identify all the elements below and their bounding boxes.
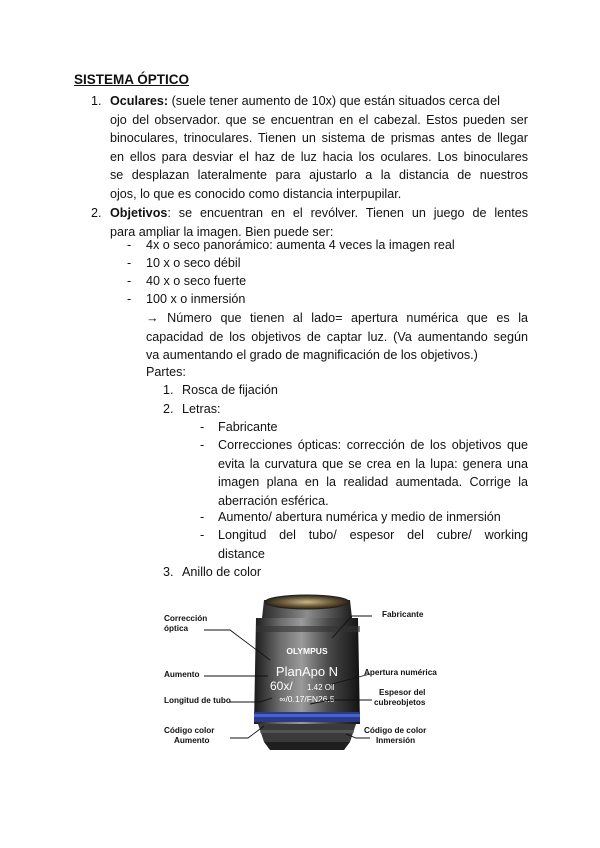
objective-figure [160, 592, 437, 764]
letter-line: distance [218, 546, 265, 561]
callout-aumento: Aumento [164, 670, 200, 679]
bullet-dash: - [200, 510, 205, 524]
bullet-dash: - [127, 238, 132, 252]
item-number: 2. [91, 206, 102, 220]
paragraph-line: en ellos para desviar el haz de luz hacia los oculares. Los binoculares [110, 149, 528, 164]
callout-codigo-color-inmersion: Código de color Inmersión [364, 726, 427, 745]
bullet-dash: - [127, 292, 132, 306]
letter-line: aberración esférica. [218, 493, 329, 508]
part-item: Letras: [182, 402, 221, 416]
callout-fabricante: Fabricante [382, 610, 424, 619]
letter-item [218, 436, 528, 510]
objetivos-term: Objetivos [110, 206, 168, 220]
letter-line: imagen plana en la realidad aumentada. Corrige la [218, 475, 528, 490]
section-heading: SISTEMA ÓPTICO [74, 72, 190, 87]
paragraph-line: (suele tener aumento de 10x) que están situados cerca del [168, 94, 500, 108]
paragraph-line: ojos, lo que es conocido como distancia interpupilar. [110, 186, 402, 201]
bullet-dash: - [127, 274, 132, 288]
paragraph-line: ojo del observador. que se encuentran en el cabezal. Estos pueden ser [110, 112, 528, 127]
part-number: 3. [163, 565, 174, 579]
magnification-engraving: 60x/ [270, 679, 293, 693]
note-line: va aumentando el grado de magnificación de los objetivos.) [146, 348, 478, 363]
objective-type-item: 10 x o seco débil [146, 256, 241, 270]
paragraph-line: : se encuentran en el revólver. Tienen un juego de lentes [167, 206, 528, 220]
item-number: 1. [91, 94, 102, 108]
objective-type-item: 40 x o seco fuerte [146, 274, 247, 288]
oculares-paragraph [110, 92, 528, 204]
spec-engraving: ∞/0.17/FN26.5 [279, 694, 335, 704]
callout-codigo-color-aumento: Código color Aumento [164, 726, 215, 745]
objective-type-item: 100 x o inmersión [146, 292, 246, 306]
paragraph-line: se desplazan lateralmente para ajustarlo a la distancia de nuestros [110, 168, 528, 183]
objective-type-item: 4x o seco panorámico: aumenta 4 veces la imagen real [146, 238, 455, 252]
letter-line: Longitud del tubo/ espesor del cubre/ working [218, 528, 528, 542]
callout-longitud-tubo: Longitud de tubo [164, 696, 231, 705]
letter-line: evita la curvatura que se crea en la lupa: genera una [218, 456, 528, 471]
model-engraving: PlanApo N [275, 664, 339, 679]
bullet-dash: - [200, 528, 205, 542]
note-line: → Número que tienen al lado= apertura numérica que es la [146, 311, 528, 325]
letter-item: Fabricante [218, 420, 278, 434]
parts-label: Partes: [146, 365, 186, 379]
bullet-dash: - [127, 256, 132, 270]
numeric-aperture-note [146, 309, 528, 365]
aperture-engraving: 1.42 Oil [307, 683, 335, 692]
callout-correccion-optica: Corrección óptica [164, 614, 208, 633]
bullet-dash: - [200, 420, 205, 434]
letter-line: Correcciones ópticas: corrección de los objetivos que [218, 438, 528, 452]
brand-engraving: OLYMPUS [286, 646, 328, 656]
callout-espesor-cubreobjetos: Espesor del cubreobjetos [374, 688, 426, 707]
bullet-dash: - [200, 438, 205, 452]
letter-item: Aumento/ abertura numérica y medio de inmersión [218, 510, 501, 524]
part-item: Anillo de color [182, 565, 262, 579]
part-number: 1. [163, 383, 174, 397]
paragraph-line: binoculares, trinoculares. Tienen un sistema de prismas antes de llegar [110, 131, 528, 146]
oculares-term: Oculares: [110, 94, 169, 108]
part-number: 2. [163, 402, 174, 416]
letter-item [218, 526, 528, 563]
part-item: Rosca de fijación [182, 383, 278, 397]
callout-apertura-numerica: Apertura numérica [364, 668, 437, 677]
note-line: capacidad de los objetivos de captar luz. (Va aumentando según [146, 329, 528, 344]
paragraph-line: para ampliar la imagen. Bien puede ser: [110, 224, 334, 239]
